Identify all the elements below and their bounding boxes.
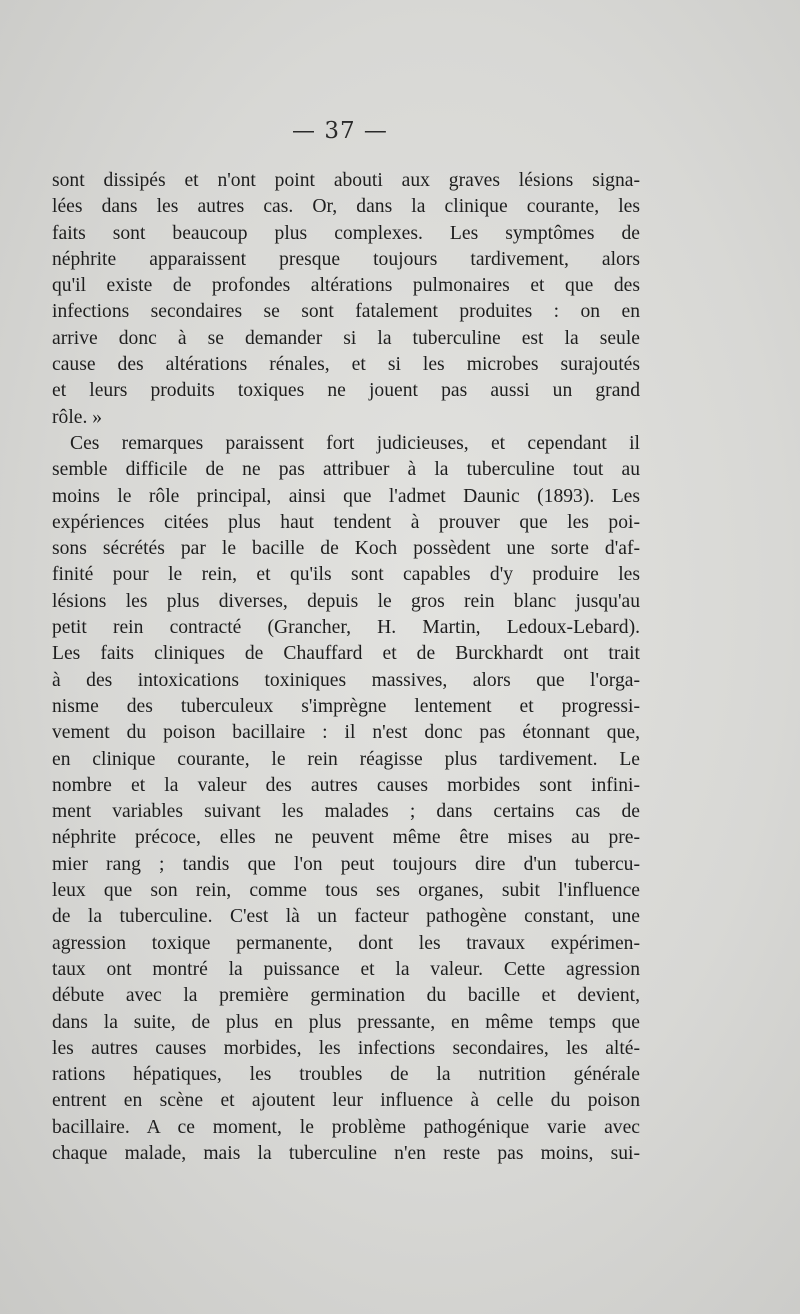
text-line: bacillaire. A ce moment, le problème pathogénique varie avec [52,1116,640,1138]
text-line: ment variables suivant les malades ; dans certains cas de [52,801,640,823]
text-line: infections secondaires se sont fatalement produites : on en [52,301,640,323]
text-line: Ces remarques paraissent fort judicieuses, et cependant il [70,432,640,454]
text-line: sont dissipés et n'ont point abouti aux graves lésions signa- [52,170,640,191]
paragraph [52,431,640,1167]
text-line: faits sont beaucoup plus complexes. Les symptômes de [52,222,640,244]
text-line: vement du poison bacillaire : il n'est donc pas étonnant que, [52,722,640,744]
text-line: leux que son rein, comme tous ses organes, subit l'influence [52,880,640,902]
text-line: débute avec la première germination du bacille et devient, [52,985,640,1007]
body-text [52,168,640,1167]
text-line: Les faits cliniques de Chauffard et de Burckhardt ont trait [52,643,640,665]
text-line: agression toxique permanente, dont les travaux expérimen- [52,932,640,954]
text-line: arrive donc à se demander si la tuberculine est la seule [52,327,640,349]
text-line: mier rang ; tandis que l'on peut toujours dire d'un tubercu- [52,853,640,875]
text-line: nombre et la valeur des autres causes morbides sont infini- [52,774,640,796]
page-number: — 37 — [292,118,388,144]
text-line: finité pour le rein, et qu'ils sont capables d'y produire les [52,564,640,586]
text-line: petit rein contracté (Grancher, H. Martin, Ledoux-Lebard). [52,617,640,639]
text-line: lées dans les autres cas. Or, dans la clinique courante, les [52,196,640,218]
text-line: moins le rôle principal, ainsi que l'admet Daunic (1893). Les [52,485,640,507]
text-line: rôle. » [52,406,103,428]
text-line: néphrite précoce, elles ne peuvent même être mises au pre- [52,827,640,849]
text-line: entrent en scène et ajoutent leur influence à celle du poison [52,1090,640,1112]
paragraph [52,168,640,431]
text-line: lésions les plus diverses, depuis le gros rein blanc jusqu'au [52,590,640,612]
text-line: sons sécrétés par le bacille de Koch possèdent une sorte d'af- [52,538,640,560]
text-line: dans la suite, de plus en plus pressante, en même temps que [52,1011,640,1033]
text-line: semble difficile de ne pas attribuer à la tuberculine tout au [52,459,640,481]
text-line: taux ont montré la puissance et la valeur. Cette agression [52,958,640,980]
text-line: de la tuberculine. C'est là un facteur pathogène constant, une [52,906,640,928]
text-line: en clinique courante, le rein réagisse plus tardivement. Le [52,748,640,770]
text-line: expériences citées plus haut tendent à prouver que les poi- [52,511,640,533]
text-line: chaque malade, mais la tuberculine n'en reste pas moins, sui- [52,1142,640,1164]
text-line: nisme des tuberculeux s'imprègne lentement et progressi- [52,695,640,717]
text-line: les autres causes morbides, les infections secondaires, les alté- [52,1037,640,1059]
text-line: à des intoxications toxiniques massives, alors que l'orga- [52,669,640,691]
text-line: néphrite apparaissent presque toujours tardivement, alors [52,248,640,270]
text-line: rations hépatiques, les troubles de la nutrition générale [52,1064,640,1086]
text-line: et leurs produits toxiques ne jouent pas aussi un grand [52,380,640,402]
text-line: cause des altérations rénales, et si les microbes surajoutés [52,354,640,376]
text-line: qu'il existe de profondes altérations pulmonaires et que des [52,275,640,297]
